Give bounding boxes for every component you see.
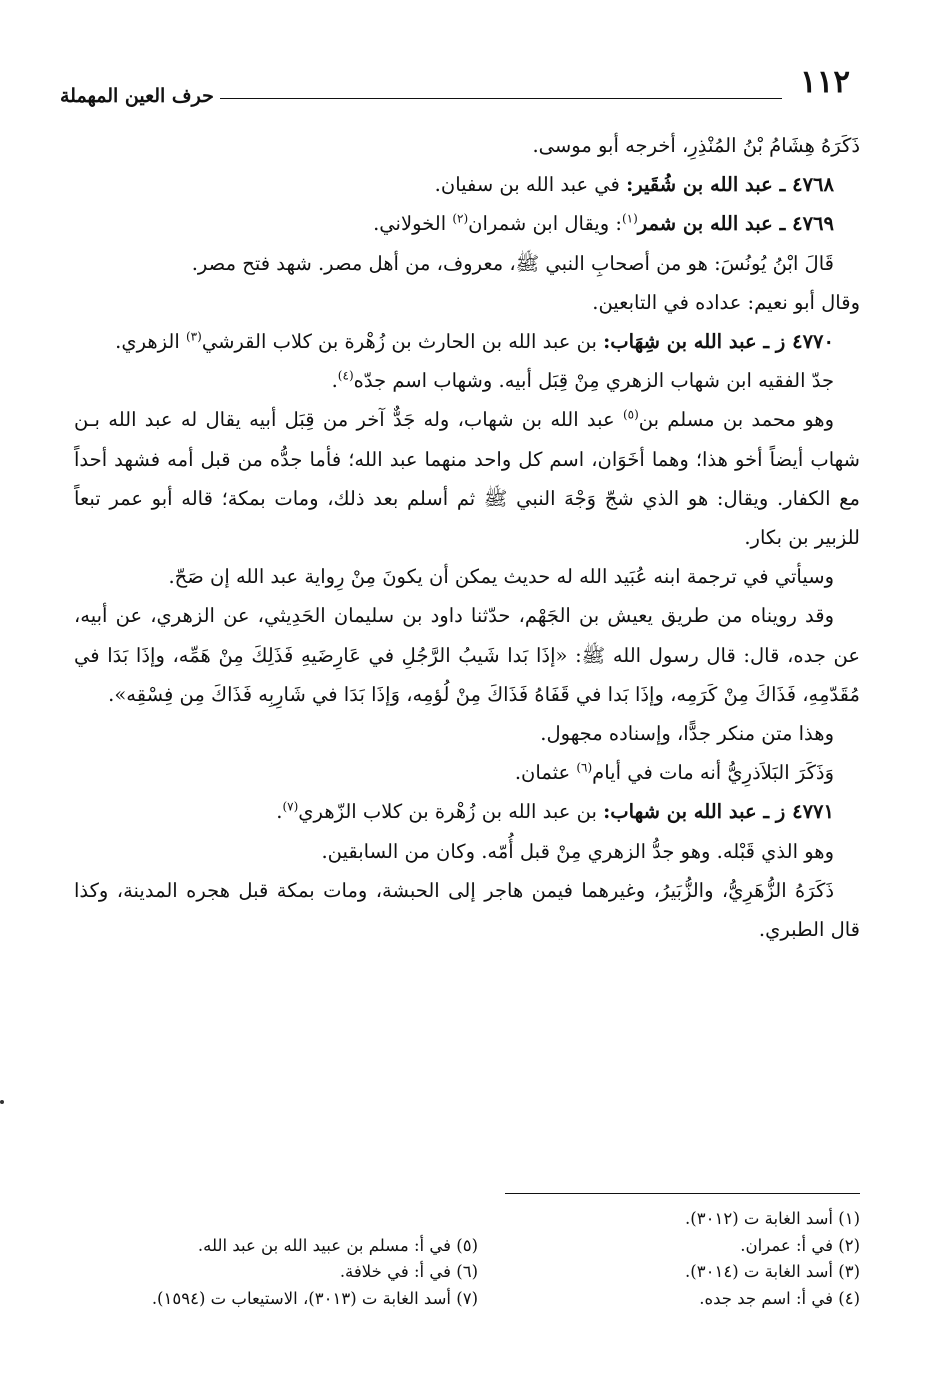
footnote-marker: (٥) bbox=[622, 407, 639, 422]
footnote-marker: (١) bbox=[621, 211, 638, 226]
paragraph: ذَكَرَهُ الزُّهَرِيُّ، والزُّبَيرُ، وغيرهما فيمن هاجر إلى الحبشة، ومات بمكة قبل هجره المدينة، وكذا قال الطبري. bbox=[74, 878, 860, 942]
entry-heading: ٤٧٧١ ز ـ عبد الله بن شهاب: bbox=[603, 800, 834, 824]
paragraph: وهو محمد بن مسلم بن$^{(٥)}$ عبد الله بن شهاب، وله جَدٌّ آخر من قِبَل أبيه يقال له عبد الله بـن شهاب أيضاً أخو هذا؛ وهما أخَوَان، اسم كل واحد منهما عبد الله؛ فأما جدُّه من قبل أمه فشهد أحداً مع الكفار. ويقال: هو الذي شجّ وَجْهَ النبي ﷺ ثم أسلم بعد ذلك، ومات بمكة؛ قاله أبو عمر تبعاً للزبير بن بكار. bbox=[74, 407, 860, 550]
footnote-marker: (٤) bbox=[337, 368, 354, 383]
paragraph: وقد رويناه من طريق يعيش بن الجَهْم، حدّثنا داود بن سليمان الحَدِيثي، عن الزهري، عن أبيه، عن جده، قال: قال رسول الله ﷺ: «إذَا بَدا شَيبُ الرَّجُلِ في عَارِضَيهِ فَذَلِكَ مِنْ هَمِّه، وإذَا بَدَا في مُقَدّمِهِ، فَذَاكَ مِنْ كَرَمِه، وإذَا بَدا في قَفَاهُ فَذَاكَ مِنْ لُؤمِه، وَإذَا بَدَا في شَارِبِه فَذَاكَ مِن فِسْقِه». bbox=[74, 604, 860, 706]
entry-4771: ٤٧٧١ ز ـ عبد الله بن شهاب: بن عبد الله بن زُهْرة بن كلاب الزّهري$^{(٧)}$. bbox=[276, 799, 834, 824]
paragraph: جدّ الفقيه ابن شهاب الزهري مِنْ قِبَل أبيه. وشهاب اسم جدّه$^{(٤)}$. bbox=[331, 368, 834, 393]
paragraph: وهو الذي قَبْله. وهو جدُّ الزهري مِنْ قبل أُمّه. وكان من السابقين. bbox=[321, 839, 834, 863]
entry-heading: ٤٧٦٩ ـ عبد الله بن شمر bbox=[637, 212, 834, 236]
footnote-row bbox=[96, 1286, 860, 1313]
paragraph: ذَكَرَهُ هِشَامُ بْنُ المُنْذِرِ، أخرجه أبو موسى. bbox=[532, 134, 860, 157]
footnote: (٧) أسد الغابة ت (٣٠١٣)، الاستيعاب ت (١٥٩٤). bbox=[151, 1288, 478, 1308]
footnote: (٢) في أ: عمران. bbox=[740, 1235, 860, 1255]
page-header bbox=[60, 62, 850, 108]
footnote: (٦) في أ: في خلافة. bbox=[339, 1262, 478, 1281]
footnote: (٤) في أ: اسم جد جده. bbox=[699, 1288, 860, 1308]
scan-speck bbox=[0, 1100, 4, 1104]
footnotes bbox=[96, 1206, 860, 1312]
page-number: ١١٢ bbox=[800, 64, 850, 100]
footnote-row bbox=[96, 1233, 860, 1260]
footnote-marker: (٣) bbox=[185, 329, 202, 344]
paragraph: وَذَكَرَ البَلاَذرِيُّ أنه مات في أيام$^{(٦)}$ عثمان. bbox=[514, 760, 834, 785]
entry-4768: ٤٧٦٨ ـ عبد الله بن شُقَير: في عبد الله بن سفيان. bbox=[434, 173, 834, 197]
footnote-row bbox=[96, 1206, 860, 1233]
footnote: (٥) في أ: مسلم بن عبيد الله بن عبد الله. bbox=[197, 1235, 478, 1255]
footnote-marker: (٦) bbox=[576, 760, 593, 775]
footnote-marker: (٧) bbox=[282, 799, 299, 814]
entry-4770: ٤٧٧٠ ز ـ عبد الله بن شِهَاب: بن عبد الله بن الحارث بن زُهْرة بن كلاب القرشي$^{(٣)}$ الزهري. bbox=[115, 329, 834, 354]
paragraph: وهذا متن منكر جدًّا، وإسناده مجهول. bbox=[540, 722, 834, 746]
footnote-marker: (٢) bbox=[452, 211, 469, 226]
footnote-rule bbox=[505, 1193, 860, 1194]
running-title: حرف العين المهملة bbox=[60, 85, 214, 107]
main-text bbox=[74, 126, 860, 949]
paragraph: وسيأتي في ترجمة ابنه عُبَيد الله له حديث يمكن أن يكونَ مِنْ رِواية عبد الله إن صَحّ. bbox=[168, 565, 834, 589]
entry-heading: ٤٧٧٠ ز ـ عبد الله بن شِهَاب: bbox=[603, 330, 834, 354]
entry-4769: ٤٧٦٩ ـ عبد الله بن شمر$^{(١)}$: ويقال ابن شمران$^{(٢)}$ الخولاني. bbox=[373, 211, 834, 236]
paragraph: قَالَ ابْنُ يُونُسَ: هو من أصحابِ النبي ﷺ، معروف، من أهل مصر. شهد فتح مصر. bbox=[191, 251, 834, 275]
footnote: (١) أسد الغابة ت (٣٠١٢). bbox=[685, 1209, 860, 1228]
paragraph: وقال أبو نعيم: عداده في التابعين. bbox=[592, 290, 860, 314]
footnote-row bbox=[96, 1259, 860, 1286]
footnote: (٣) أسد الغابة ت (٣٠١٤). bbox=[685, 1262, 860, 1281]
header-rule bbox=[220, 98, 782, 99]
entry-heading: ٤٧٦٨ ـ عبد الله بن شُقَير: bbox=[626, 173, 834, 197]
